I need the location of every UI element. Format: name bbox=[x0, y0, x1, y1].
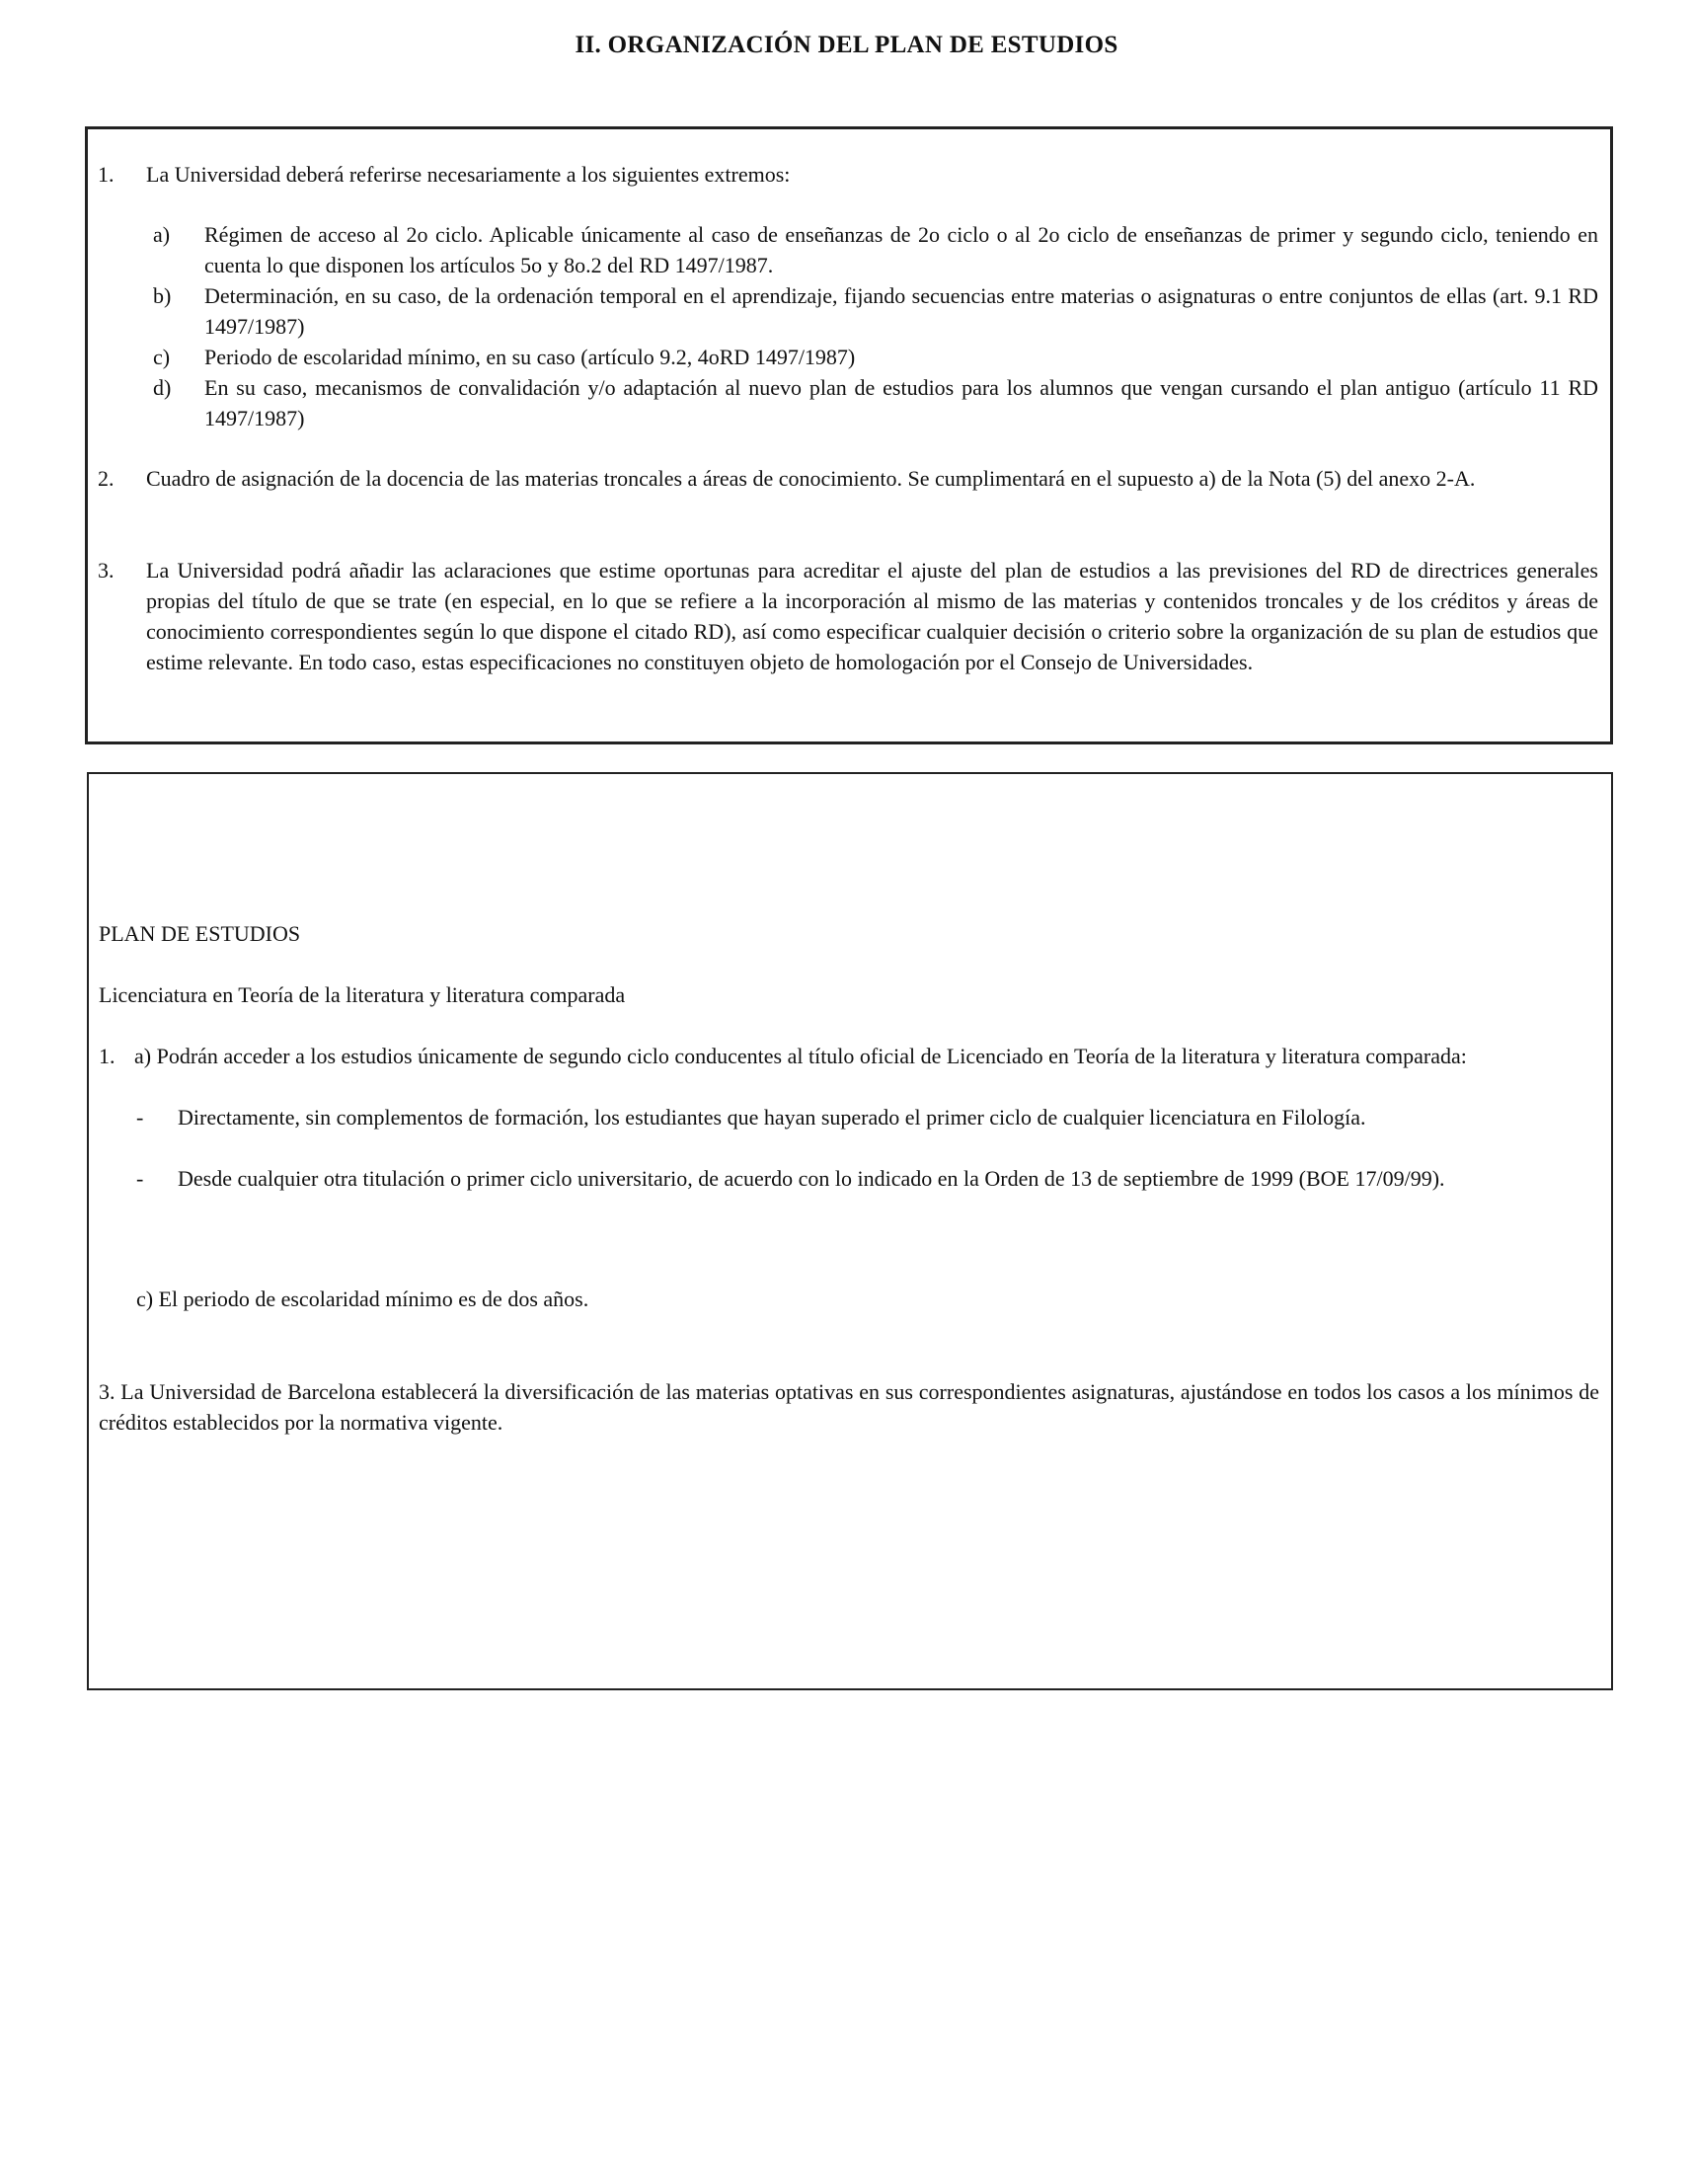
subitem-text: Periodo de escolaridad mínimo, en su caso (artículo 9.2, 4oRD 1497/1987) bbox=[204, 345, 856, 369]
subitem-letter: c) bbox=[153, 345, 171, 369]
bullet-dash: - bbox=[136, 1166, 144, 1191]
item-number: 1. bbox=[99, 1044, 115, 1068]
subitem-c bbox=[153, 342, 1598, 372]
instruction-item-2 bbox=[98, 463, 1598, 494]
instructions-box bbox=[85, 126, 1613, 744]
subitem-letter: b) bbox=[153, 283, 172, 308]
subitem-text: Régimen de acceso al 2o ciclo. Aplicable únicamente al caso de enseñanzas de 2o ciclo o al 2o ciclo de enseñanzas de primer y segundo ciclo, teniendo en cuenta lo que disponen los artículos 5o y 8o.2 del RD 1497/1987. bbox=[204, 222, 1598, 277]
plan-heading: PLAN DE ESTUDIOS bbox=[99, 921, 301, 946]
subitem-text: En su caso, mecanismos de convalidación y/o adaptación al nuevo plan de estudios para los alumnos que vengan cursando el plan antiguo (artículo 11 RD 1497/1987) bbox=[204, 375, 1598, 430]
item-text: a) Podrán acceder a los estudios únicamente de segundo ciclo conducentes al título oficial de Licenciado en Teoría de la literatura y literatura comparada: bbox=[134, 1044, 1467, 1068]
item-number: 3. bbox=[98, 558, 115, 583]
plan-item-3: 3. La Universidad de Barcelona establecerá la diversificación de las materias optativas en sus correspondientes asignaturas, ajustándose en todos los casos a los mínimos de créditos establecidos por la normativa vigente. bbox=[99, 1379, 1599, 1435]
subitem-a bbox=[153, 219, 1598, 280]
subitem-letter: d) bbox=[153, 375, 172, 400]
plan-item-1 bbox=[99, 1041, 1599, 1071]
item-text: Cuadro de asignación de la docencia de las materias troncales a áreas de conocimiento. Se cumplimentará en el supuesto a) de la Nota (5) del anexo 2-A. bbox=[146, 466, 1476, 491]
instruction-item-1 bbox=[98, 159, 1598, 190]
plan-bullet-1 bbox=[136, 1102, 1599, 1132]
instruction-item-3 bbox=[98, 555, 1598, 677]
item-text: La Universidad podrá añadir las aclaraciones que estime oportunas para acreditar el ajuste del plan de estudios a las previsiones del RD de directrices generales propias del título de que se trate (en especial, en lo que se refiere a la incorporación al mismo de las materias y contenidos troncales y de los créditos y áreas de conocimiento correspondientes según lo que dispone el citado RD), así como especificar cualquier decisión o criterio sobre la organización de su plan de estudios que estime relevante. En todo caso, estas especificaciones no constituyen objeto de homologación por el Consejo de Universidades. bbox=[146, 558, 1598, 674]
bullet-text: Directamente, sin complementos de formación, los estudiantes que hayan superado el primer ciclo de cualquier licenciatura en Filología. bbox=[178, 1105, 1366, 1130]
plan-item-1c: c) El periodo de escolaridad mínimo es de dos años. bbox=[136, 1287, 589, 1311]
subitem-d bbox=[153, 372, 1598, 433]
subitem-letter: a) bbox=[153, 222, 171, 247]
subitem-text: Determinación, en su caso, de la ordenación temporal en el aprendizaje, fijando secuencias entre materias o asignaturas o entre conjuntos de ellas (art. 9.1 RD 1497/1987) bbox=[204, 283, 1598, 339]
item-text: La Universidad deberá referirse necesariamente a los siguientes extremos: bbox=[146, 162, 791, 187]
page-title: II. ORGANIZACIÓN DEL PLAN DE ESTUDIOS bbox=[575, 32, 1118, 58]
bullet-dash: - bbox=[136, 1105, 144, 1130]
item-number: 2. bbox=[98, 466, 115, 491]
plan-box bbox=[87, 772, 1613, 1690]
item-number: 1. bbox=[98, 162, 115, 187]
plan-bullet-2 bbox=[136, 1163, 1599, 1194]
bullet-text: Desde cualquier otra titulación o primer ciclo universitario, de acuerdo con lo indicado en la Orden de 13 de septiembre de 1999 (BOE 17/09/99). bbox=[178, 1166, 1445, 1191]
degree-title: Licenciatura en Teoría de la literatura y literatura comparada bbox=[99, 982, 626, 1007]
subitem-b bbox=[153, 280, 1598, 342]
